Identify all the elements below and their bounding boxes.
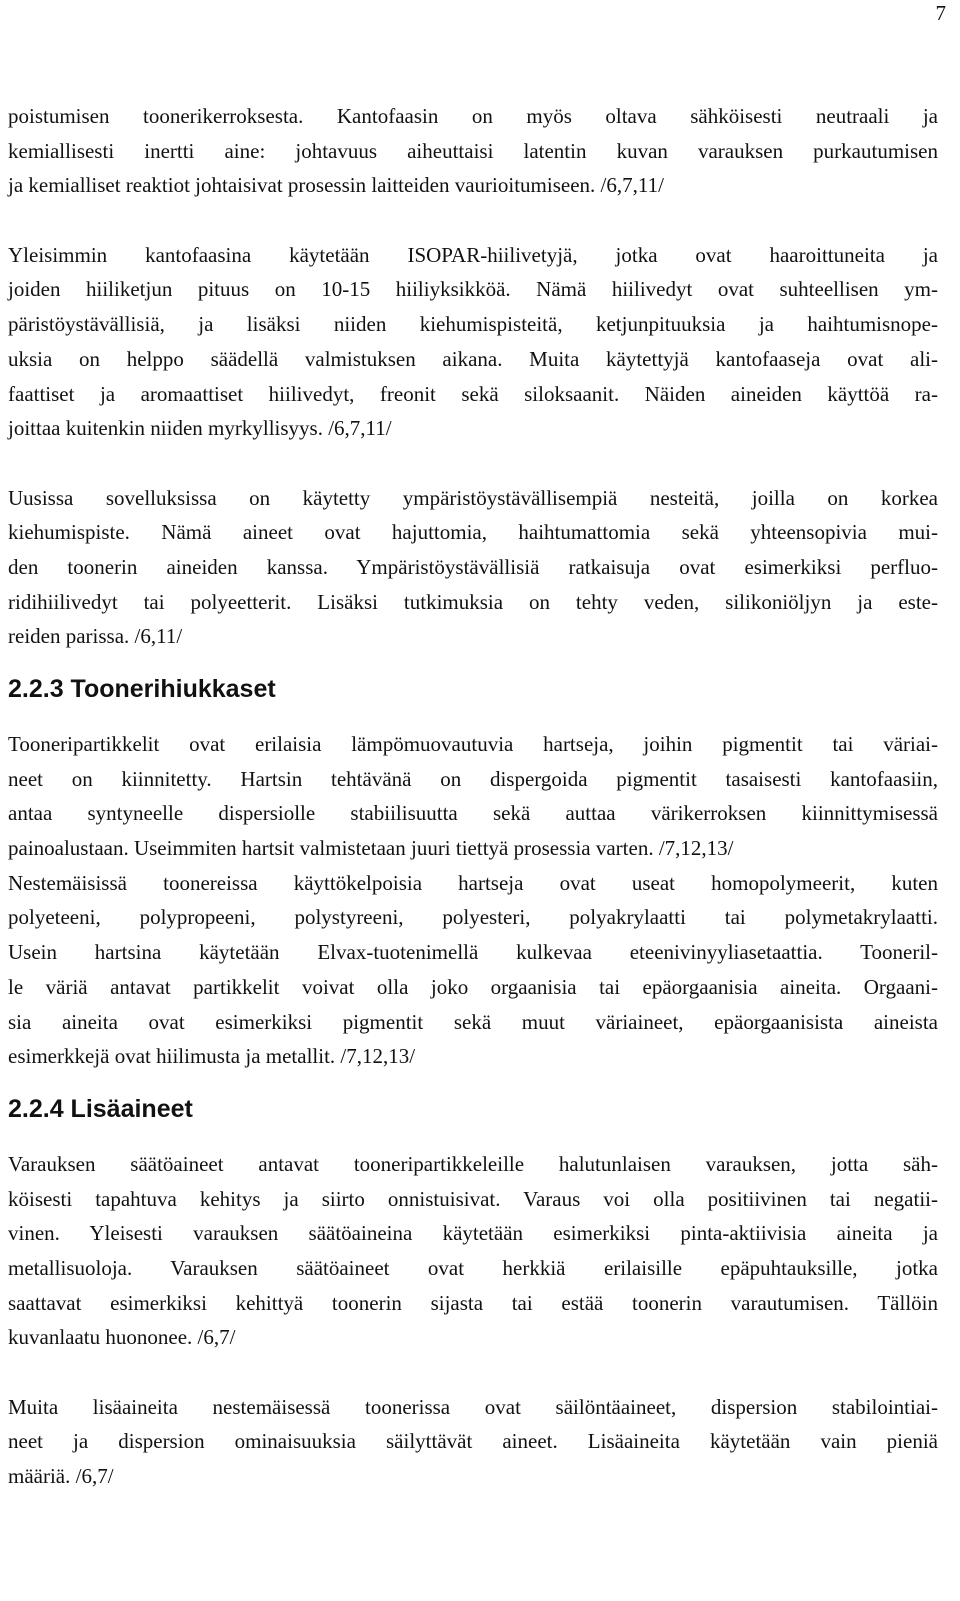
paragraph xyxy=(8,481,938,654)
paragraph xyxy=(8,727,938,1074)
text-line: vinen. Yleisesti varauksen säätöaineina käytetään esimerkiksi pinta-aktiivisia aineita ja xyxy=(8,1221,938,1246)
text-line: ja kemialliset reaktiot johtaisivat prosessin laitteiden vaurioitumiseen. /6,7,11/ xyxy=(8,173,664,198)
text-line: kiehumispiste. Nämä aineet ovat hajuttomia, haihtumattomia sekä yhteensopivia mui- xyxy=(8,520,938,545)
text-line: sia aineita ovat esimerkiksi pigmentit sekä muut väriaineet, epäorgaanisista aineista xyxy=(8,1009,938,1034)
text-line: poistumisen toonerikerroksesta. Kantofaasin on myös oltava sähköisesti neutraali ja xyxy=(8,104,938,128)
section-spacer xyxy=(8,1074,938,1092)
text-line: ridihiilivedyt tai polyeetterit. Lisäksi tutkimuksia on tehty veden, silikoniöljyn ja este- xyxy=(8,589,938,614)
paragraph xyxy=(8,238,938,446)
section-heading-toonerihiukkaset: 2.2.3 Toonerihiukkaset xyxy=(8,675,276,703)
paragraph xyxy=(8,99,938,203)
text-line: Varauksen säätöaineet antavat tooneripartikkeleille halutunlaisen varauksen, jotta säh- xyxy=(8,1151,938,1176)
text-line: faattiset ja aromaattiset hiilivedyt, freonit sekä siloksaanit. Näiden aineiden käyttöä ra- xyxy=(8,381,938,406)
text-line: neet on kiinnitetty. Hartsin tehtävänä on dispergoida pigmentit tasaisesti kantofaasiin, xyxy=(8,766,938,791)
text-line: köisesti tapahtuva kehitys ja siirto onnistuisivat. Varaus voi olla positiivinen tai negatii- xyxy=(8,1186,938,1211)
paragraph-spacer xyxy=(8,446,938,481)
text-line: painoalustaan. Useimmiten hartsit valmistetaan juuri tiettyä prosessia varten. /7,12,13/ xyxy=(8,836,734,861)
section-spacer xyxy=(8,654,938,672)
text-line: reiden parissa. /6,11/ xyxy=(8,624,183,649)
text-line: Nestemäisissä toonereissa käyttökelpoisia hartseja ovat useat homopolymeerit, kuten xyxy=(8,870,938,895)
text-line: kemiallisesti inertti aine: johtavuus aiheuttaisi latentin kuvan varauksen purkautumisen xyxy=(8,138,938,163)
page-number: 7 xyxy=(935,1,946,25)
text-line: den toonerin aineiden kanssa. Ympäristöystävällisiä ratkaisuja ovat esimerkiksi perfluo- xyxy=(8,554,938,579)
text-line: Uusissa sovelluksissa on käytetty ympäristöystävällisempiä nesteitä, joilla on korkea xyxy=(8,485,938,510)
text-line: Usein hartsina käytetään Elvax-tuotenimellä kulkevaa eteenivinyyliasetaattia. Tooneril- xyxy=(8,940,938,965)
text-line: Muita lisäaineita nestemäisessä toonerissa ovat säilöntäaineet, dispersion stabilointiai- xyxy=(8,1394,938,1419)
text-line: määriä. /6,7/ xyxy=(8,1464,114,1489)
text-line: saattavat esimerkiksi kehittyä toonerin sijasta tai estää toonerin varautumisen. Tällöin xyxy=(8,1290,938,1315)
text-line: joiden hiiliketjun pituus on 10-15 hiiliyksikköä. Nämä hiilivedyt ovat suhteellisen ym- xyxy=(8,277,938,302)
text-line: polyeteeni, polypropeeni, polystyreeni, polyesteri, polyakrylaatti tai polymetakrylaatti. xyxy=(8,905,938,930)
text-line: kuvanlaatu huononee. /6,7/ xyxy=(8,1325,236,1350)
paragraph-spacer xyxy=(8,203,938,238)
text-line: Tooneripartikkelit ovat erilaisia lämpömuovautuvia hartseja, joihin pigmentit tai väriai- xyxy=(8,732,938,756)
text-line: joittaa kuitenkin niiden myrkyllisyys. /6,7,11/ xyxy=(8,416,392,441)
paragraph xyxy=(8,1390,938,1494)
document-body xyxy=(8,99,938,1494)
text-line: Yleisimmin kantofaasina käytetään ISOPAR-hiilivetyjä, jotka ovat haaroittuneita ja xyxy=(8,242,938,267)
text-line: antaa syntyneelle dispersiolle stabiilisuutta sekä auttaa värikerroksen kiinnittymisessä xyxy=(8,801,938,826)
text-line: le väriä antavat partikkelit voivat olla joko orgaanisia tai epäorgaanisia aineita. Orgaani- xyxy=(8,974,938,999)
paragraph xyxy=(8,1147,938,1355)
text-line: päristöystävällisiä, ja lisäksi niiden kiehumispisteitä, ketjunpituuksia ja haihtumisnope- xyxy=(8,312,938,337)
section-heading-lisaaineet: 2.2.4 Lisäaineet xyxy=(8,1094,193,1123)
paragraph-spacer xyxy=(8,1355,938,1390)
text-line: uksia on helppo säädellä valmistuksen aikana. Muita käytettyjä kantofaaseja ovat ali- xyxy=(8,346,938,371)
text-line: metallisuoloja. Varauksen säätöaineet ovat herkkiä erilaisille epäpuhtauksille, jotka xyxy=(8,1255,938,1280)
text-line: neet ja dispersion ominaisuuksia säilyttävät aineet. Lisäaineita käytetään vain pieniä xyxy=(8,1429,938,1454)
text-line: esimerkkejä ovat hiilimusta ja metallit. /7,12,13/ xyxy=(8,1044,416,1069)
